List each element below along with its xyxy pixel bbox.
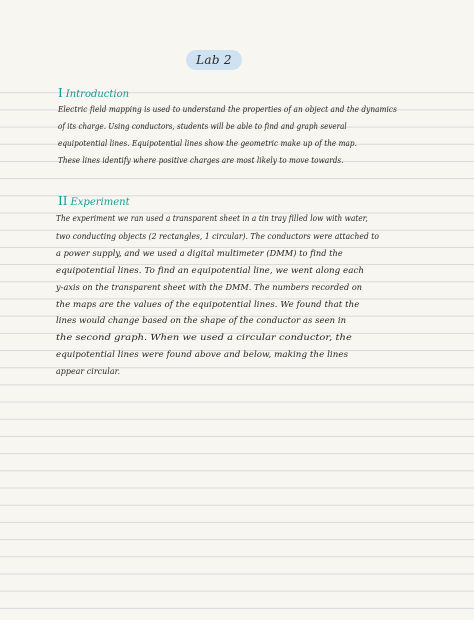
section-numeral: I (58, 86, 63, 100)
text-line: The experiment we ran used a transparent sheet in a tin tray filled low with water, (56, 214, 368, 223)
text-line: two conducting objects (2 rectangles, 1 circular). The conductors were attached to (56, 232, 379, 241)
text-line: equipotential lines. Equipotential lines show the geometric make up of the map. (58, 139, 357, 148)
text-line: a power supply, and we used a digital multimeter (DMM) to find the (56, 249, 343, 258)
text-line: appear circular. (56, 367, 121, 376)
text-line: y-axis on the transparent sheet with the DMM. The numbers recorded on (56, 283, 363, 292)
text-line: of its charge. Using conductors, students will be able to find and graph several (58, 122, 347, 131)
section-heading-introduction (58, 86, 129, 100)
text-line: These lines identify where positive charges are most likely to move towards. (58, 156, 344, 165)
text-line: Electric field mapping is used to understand the properties of an object and the dynamics (58, 105, 397, 114)
section-heading-text: Experiment (70, 197, 130, 208)
section-heading-experiment (58, 194, 130, 208)
text-line: the second graph. When we used a circular conductor, the (56, 333, 352, 342)
section-numeral: II (58, 194, 68, 208)
title-badge (186, 50, 242, 70)
text-line: equipotential lines. To find an equipotential line, we went along each (56, 266, 365, 275)
section-heading-text: Introduction (65, 89, 130, 100)
text-line: equipotential lines were found above and below, making the lines (56, 350, 349, 359)
text-line: the maps are the values of the equipotential lines. We found that the (56, 300, 360, 309)
page-title: Lab 2 (196, 53, 232, 67)
text-line: lines would change based on the shape of the conductor as seen in (56, 316, 347, 325)
